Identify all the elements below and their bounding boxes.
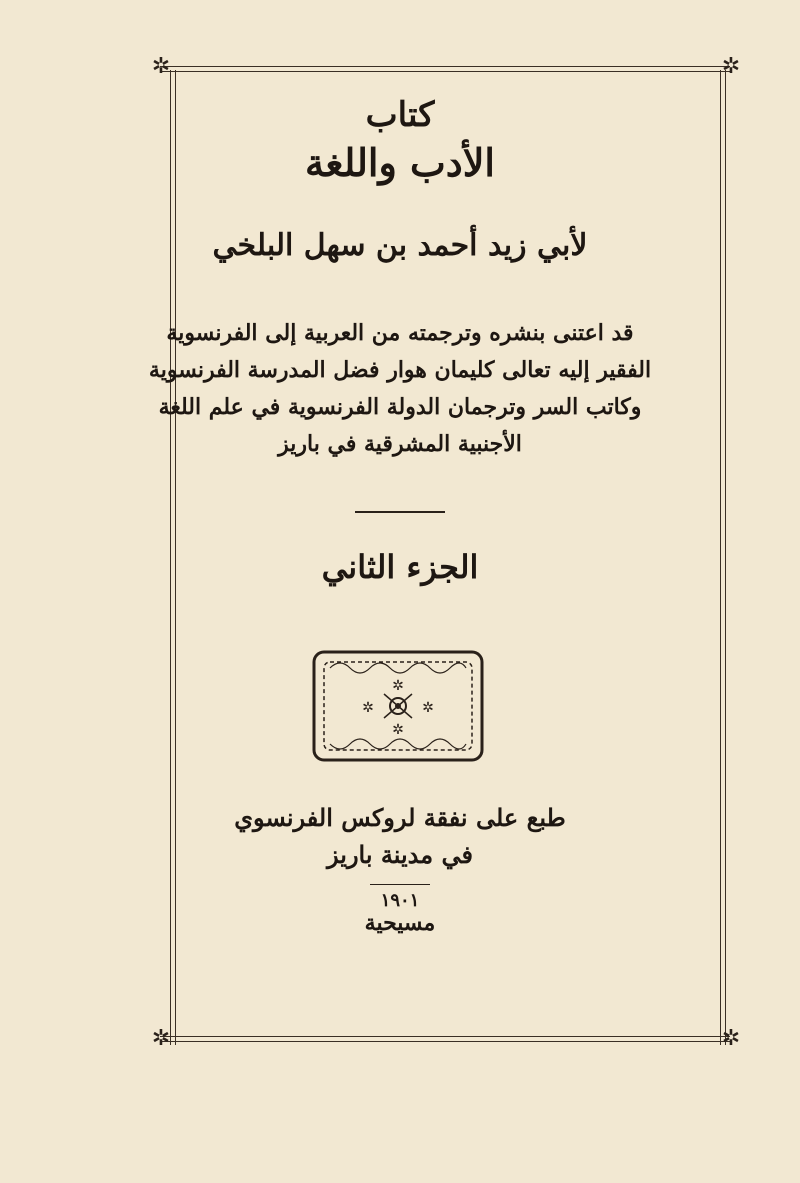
svg-text:✲: ✲ [392,678,404,694]
frame-top-rule [160,66,730,72]
svg-text:✲: ✲ [392,722,404,738]
publisher-city: في مدينة باريز [327,840,473,869]
description-line: قد اعتنى بنشره وترجمته من العربية إلى الفرنسوية [166,320,634,346]
publisher-line: طبع على نفقة لروكس الفرنسوي [234,803,566,832]
corner-ornament-icon: ✲ [151,54,171,79]
svg-text:✲: ✲ [422,700,434,716]
svg-text:✲: ✲ [362,700,374,716]
volume-label: الجزء الثاني [321,548,479,586]
book-subtitle: الأدب واللغة [305,140,495,185]
publication-year: ١٩٠١ [380,890,420,911]
description-line: الفقير إليه تعالى كليمان هوار فضل المدرسة الفرنسوية [148,357,652,383]
description-line: وكاتب السر وترجمان الدولة الفرنسوية في علم اللغة [158,394,642,420]
author-line: لأبي زيد أحمد بن سهل البلخي [212,228,588,263]
corner-ornament-icon: ✲ [721,54,741,79]
corner-ornament-icon: ✲ [721,1026,741,1051]
publication-era: مسيحية [364,910,436,936]
book-title: كتاب [365,95,435,135]
divider [355,511,445,513]
description-line: الأجنبية المشرقية في باريز [278,431,522,457]
divider [370,884,430,885]
corner-ornament-icon: ✲ [151,1026,171,1051]
frame-bottom-rule [160,1036,730,1042]
central-ornament-icon [310,648,486,764]
